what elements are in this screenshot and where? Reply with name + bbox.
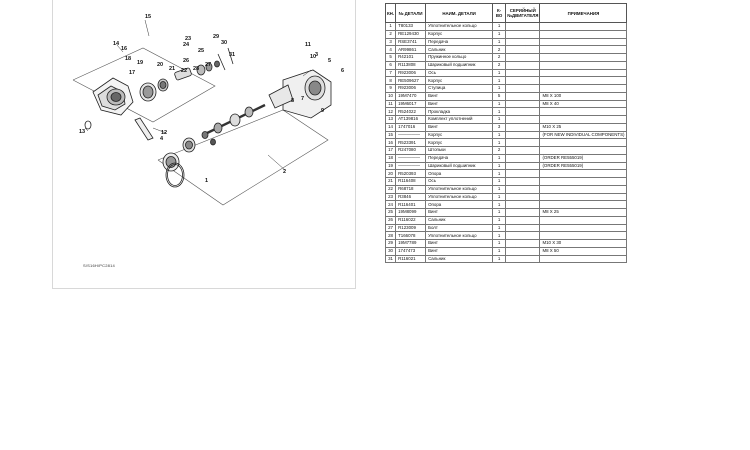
cell-engine-serial — [506, 193, 540, 201]
cell-num: 3 — [386, 38, 396, 46]
cell-notes: (FOR NEW INDIVIDUAL COMPONENTS) — [540, 131, 627, 139]
cell-part-number: RE509627 — [396, 77, 426, 85]
cell-notes — [540, 224, 627, 232]
header-part-name: НАИМ. ДЕТАЛИ — [426, 4, 493, 23]
cell-part-number: T166078 — [396, 232, 426, 240]
cell-quantity: 2 — [493, 147, 506, 155]
cell-num: 19 — [386, 162, 396, 170]
cell-engine-serial — [506, 185, 540, 193]
cell-part-number: R116022 — [396, 216, 426, 224]
callout-6: 6 — [341, 68, 345, 74]
table-row — [386, 116, 627, 124]
cell-part-name: Ось — [426, 178, 493, 186]
cell-part-name: Опора — [426, 170, 493, 178]
cell-engine-serial — [506, 38, 540, 46]
cell-quantity: 1 — [493, 216, 506, 224]
cell-engine-serial — [506, 131, 540, 139]
cell-part-number: R3846 — [396, 193, 426, 201]
callout-2: 2 — [283, 169, 287, 175]
table-row — [386, 108, 627, 116]
cell-num: 8 — [386, 77, 396, 85]
diagram-panel — [52, 0, 356, 289]
cell-part-name: Передача — [426, 154, 493, 162]
header-part-number: № ДЕТАЛИ — [396, 4, 426, 23]
cell-part-number: R923006 — [396, 69, 426, 77]
cell-engine-serial — [506, 201, 540, 209]
cell-engine-serial — [506, 46, 540, 54]
cell-engine-serial — [506, 61, 540, 69]
cell-quantity: 3 — [493, 123, 506, 131]
cell-num: 12 — [386, 108, 396, 116]
cell-num: 31 — [386, 255, 396, 263]
cell-num: 5 — [386, 54, 396, 62]
callout-29: 29 — [213, 34, 220, 40]
cell-notes: (ORDER RE555019) — [540, 154, 627, 162]
callout-25: 25 — [198, 48, 205, 54]
cell-part-name: Винт — [426, 247, 493, 255]
cell-part-name: Ось — [426, 69, 493, 77]
cell-part-number: AR99861 — [396, 46, 426, 54]
cell-engine-serial — [506, 147, 540, 155]
cell-num: 2 — [386, 30, 396, 38]
cell-num: 21 — [386, 178, 396, 186]
cell-engine-serial — [506, 92, 540, 100]
cell-notes — [540, 232, 627, 240]
cell-notes — [540, 38, 627, 46]
cell-part-number: 1747016 — [396, 123, 426, 131]
callout-4: 4 — [160, 136, 164, 142]
table-header-row — [386, 4, 627, 23]
header-num: КН. — [386, 4, 396, 23]
header-notes: ПРИМЕЧАНИЯ — [540, 4, 627, 23]
cell-part-name: Сальник — [426, 216, 493, 224]
cell-quantity: 1 — [493, 116, 506, 124]
cell-part-number: R116408 — [396, 178, 426, 186]
table-row — [386, 46, 627, 54]
cell-part-number: RE129430 — [396, 30, 426, 38]
table-row — [386, 201, 627, 209]
table-row — [386, 193, 627, 201]
cell-quantity: 1 — [493, 193, 506, 201]
table-row — [386, 185, 627, 193]
cell-quantity: 5 — [493, 92, 506, 100]
cell-notes — [540, 216, 627, 224]
cell-quantity: 1 — [493, 23, 506, 31]
cell-quantity: 1 — [493, 255, 506, 263]
cell-part-name: Передача — [426, 38, 493, 46]
cell-part-number: R116401 — [396, 201, 426, 209]
callout-31: 31 — [229, 52, 236, 58]
cell-part-name: Комплект уплотнений — [426, 116, 493, 124]
cell-num: 22 — [386, 185, 396, 193]
cell-part-number: R523391 — [396, 139, 426, 147]
cell-num: 15 — [386, 131, 396, 139]
cell-num: 26 — [386, 216, 396, 224]
cell-quantity: 1 — [493, 108, 506, 116]
callout-12: 12 — [161, 130, 168, 136]
cell-engine-serial — [506, 77, 540, 85]
callout-26: 26 — [183, 58, 190, 64]
cell-engine-serial — [506, 108, 540, 116]
cell-part-name: Винт — [426, 100, 493, 108]
table-row — [386, 139, 627, 147]
cell-quantity: 2 — [493, 54, 506, 62]
cell-num: 24 — [386, 201, 396, 209]
cell-quantity: 1 — [493, 30, 506, 38]
cell-num: 23 — [386, 193, 396, 201]
cell-notes — [540, 69, 627, 77]
cell-part-name: Винт — [426, 123, 493, 131]
callout-20: 20 — [157, 62, 164, 68]
table-row — [386, 54, 627, 62]
cell-notes — [540, 108, 627, 116]
cell-engine-serial — [506, 247, 540, 255]
cell-notes — [540, 139, 627, 147]
cell-part-number: 19M7470 — [396, 92, 426, 100]
cell-engine-serial — [506, 232, 540, 240]
table-row — [386, 178, 627, 186]
cell-part-name: Ступица — [426, 85, 493, 93]
cell-engine-serial — [506, 30, 540, 38]
parts-table-body — [386, 23, 627, 263]
callout-13: 13 — [79, 129, 86, 135]
table-row — [386, 147, 627, 155]
cell-num: 18 — [386, 154, 396, 162]
cell-engine-serial — [506, 116, 540, 124]
cell-part-number: RSE3741 — [396, 38, 426, 46]
cell-notes: (ORDER RE555019) — [540, 162, 627, 170]
exploded-parts-diagram — [53, 0, 357, 289]
cell-part-number: 19M8099 — [396, 209, 426, 217]
cell-engine-serial — [506, 224, 540, 232]
cell-quantity: 2 — [493, 61, 506, 69]
cell-quantity: 1 — [493, 247, 506, 255]
cell-quantity: 1 — [493, 162, 506, 170]
table-row — [386, 100, 627, 108]
cell-notes: M8 X 25 — [540, 209, 627, 217]
cell-quantity: 1 — [493, 77, 506, 85]
cell-num: 29 — [386, 240, 396, 248]
cell-part-number: ————— — [396, 131, 426, 139]
cell-quantity: 1 — [493, 232, 506, 240]
callout-27: 27 — [205, 62, 212, 68]
header-engine-serial: СЕРИЙНЫЙ №ДВИГАТЕЛЯ — [506, 4, 540, 23]
cell-notes — [540, 147, 627, 155]
callout-24: 24 — [183, 42, 190, 48]
table-row — [386, 162, 627, 170]
cell-engine-serial — [506, 85, 540, 93]
cell-num: 7 — [386, 69, 396, 77]
cell-quantity: 1 — [493, 240, 506, 248]
cell-quantity: 1 — [493, 185, 506, 193]
cell-part-name: Уплотнительное кольцо — [426, 232, 493, 240]
cell-part-number: R113808 — [396, 61, 426, 69]
cell-part-number: R123009 — [396, 224, 426, 232]
callout-11: 11 — [305, 42, 311, 48]
cell-notes: M10 X 30 — [540, 240, 627, 248]
table-row — [386, 170, 627, 178]
cell-quantity: 1 — [493, 100, 506, 108]
table-row — [386, 247, 627, 255]
cell-engine-serial — [506, 162, 540, 170]
table-row — [386, 61, 627, 69]
table-row — [386, 123, 627, 131]
callout-8: 8 — [291, 98, 295, 104]
cell-engine-serial — [506, 178, 540, 186]
callout-30: 30 — [221, 40, 228, 46]
cell-engine-serial — [506, 23, 540, 31]
table-row — [386, 38, 627, 46]
cell-engine-serial — [506, 170, 540, 178]
cell-notes: M10 X 25 — [540, 123, 627, 131]
cell-quantity: 2 — [493, 46, 506, 54]
callout-18: 18 — [125, 56, 132, 62]
callout-22: 22 — [181, 68, 188, 74]
callout-3: 3 — [315, 52, 319, 58]
cell-engine-serial — [506, 54, 540, 62]
cell-part-number: ————— — [396, 162, 426, 170]
table-row — [386, 232, 627, 240]
cell-part-number: R247080 — [396, 147, 426, 155]
figure-code: S/S16H/PC2814 — [83, 263, 115, 268]
callout-7: 7 — [301, 96, 305, 102]
cell-part-name: Опора — [426, 201, 493, 209]
cell-part-name: Винт — [426, 240, 493, 248]
cell-part-name: Шариковый подшипник — [426, 162, 493, 170]
cell-part-name: Винт — [426, 209, 493, 217]
cell-num: 25 — [386, 209, 396, 217]
callout-15: 15 — [145, 14, 152, 20]
cell-part-number: AT139816 — [396, 116, 426, 124]
cell-engine-serial — [506, 139, 540, 147]
cell-quantity: 1 — [493, 224, 506, 232]
cell-part-name: Винт — [426, 92, 493, 100]
callout-14: 14 — [113, 41, 120, 47]
cell-num: 14 — [386, 123, 396, 131]
cell-notes — [540, 23, 627, 31]
cell-num: 1 — [386, 23, 396, 31]
cell-quantity: 1 — [493, 170, 506, 178]
callout-10: 10 — [310, 54, 317, 60]
cell-quantity: 1 — [493, 178, 506, 186]
callout-17: 17 — [129, 70, 136, 76]
cell-part-number: 1747473 — [396, 247, 426, 255]
callout-21: 21 — [169, 66, 176, 72]
cell-num: 27 — [386, 224, 396, 232]
cell-part-name: Сальник — [426, 46, 493, 54]
cell-notes: M8 X 50 — [540, 247, 627, 255]
cell-quantity: 1 — [493, 38, 506, 46]
cell-part-number: ————— — [396, 154, 426, 162]
cell-engine-serial — [506, 100, 540, 108]
callout-5: 5 — [328, 58, 332, 64]
cell-part-name: Корпус — [426, 77, 493, 85]
cell-num: 16 — [386, 139, 396, 147]
cell-part-name: Болт — [426, 224, 493, 232]
cell-engine-serial — [506, 255, 540, 263]
table-row — [386, 209, 627, 217]
cell-notes — [540, 61, 627, 69]
cell-part-number: R42101 — [396, 54, 426, 62]
cell-notes — [540, 185, 627, 193]
cell-part-name: Уплотнительное кольцо — [426, 23, 493, 31]
table-row — [386, 69, 627, 77]
cell-part-number: R524022 — [396, 108, 426, 116]
table-row — [386, 224, 627, 232]
cell-num: 4 — [386, 46, 396, 54]
cell-part-name: Корпус — [426, 139, 493, 147]
cell-num: 6 — [386, 61, 396, 69]
cell-num: 11 — [386, 100, 396, 108]
cell-quantity: 1 — [493, 201, 506, 209]
cell-engine-serial — [506, 123, 540, 131]
cell-engine-serial — [506, 240, 540, 248]
cell-quantity: 1 — [493, 69, 506, 77]
callout-23: 23 — [185, 36, 192, 42]
table-row — [386, 92, 627, 100]
cell-notes: M8 X 40 — [540, 100, 627, 108]
table-row — [386, 77, 627, 85]
cell-part-name: Корпус — [426, 131, 493, 139]
cell-notes — [540, 201, 627, 209]
cell-notes — [540, 116, 627, 124]
cell-engine-serial — [506, 154, 540, 162]
cell-part-number: 19M6017 — [396, 100, 426, 108]
cell-engine-serial — [506, 216, 540, 224]
cell-part-name: Шариковый подшипник — [426, 61, 493, 69]
cell-num: 10 — [386, 92, 396, 100]
cell-part-name: Уплотнительное кольцо — [426, 193, 493, 201]
cell-quantity: 1 — [493, 139, 506, 147]
cell-notes — [540, 46, 627, 54]
cell-part-name: Сальник — [426, 255, 493, 263]
cell-part-name: Пружинное кольцо — [426, 54, 493, 62]
cell-part-number: R116021 — [396, 255, 426, 263]
table-row — [386, 30, 627, 38]
table-row — [386, 240, 627, 248]
cell-notes — [540, 77, 627, 85]
cell-part-name: Уплотнительное кольцо — [426, 185, 493, 193]
cell-num: 20 — [386, 170, 396, 178]
cell-notes — [540, 170, 627, 178]
cell-notes — [540, 30, 627, 38]
table-row — [386, 154, 627, 162]
table-row — [386, 216, 627, 224]
cell-num: 30 — [386, 247, 396, 255]
table-row — [386, 85, 627, 93]
cell-num: 9 — [386, 85, 396, 93]
cell-part-number: R520393 — [396, 170, 426, 178]
table-row — [386, 255, 627, 263]
callout-16: 16 — [121, 46, 128, 52]
cell-engine-serial — [506, 69, 540, 77]
parts-table — [385, 3, 627, 263]
cell-notes — [540, 178, 627, 186]
cell-quantity: 1 — [493, 85, 506, 93]
callout-9: 9 — [321, 108, 325, 114]
cell-num: 13 — [386, 116, 396, 124]
cell-part-name: Штопьки — [426, 147, 493, 155]
cell-notes — [540, 255, 627, 263]
cell-quantity: 1 — [493, 154, 506, 162]
callout-1: 1 — [205, 178, 209, 184]
cell-part-number: 19M7789 — [396, 240, 426, 248]
cell-notes: M8 X 100 — [540, 92, 627, 100]
cell-part-number: R68718 — [396, 185, 426, 193]
cell-quantity: 1 — [493, 209, 506, 217]
cell-num: 17 — [386, 147, 396, 155]
cell-part-name: Корпус — [426, 30, 493, 38]
cell-notes — [540, 193, 627, 201]
table-row — [386, 131, 627, 139]
cell-engine-serial — [506, 209, 540, 217]
header-quantity: К-ВО — [493, 4, 506, 23]
cell-notes — [540, 54, 627, 62]
cell-part-number: R923006 — [396, 85, 426, 93]
cell-part-name: Прокладка — [426, 108, 493, 116]
table-row — [386, 23, 627, 31]
cell-quantity: 1 — [493, 131, 506, 139]
callout-19: 19 — [137, 60, 144, 66]
callout-28: 28 — [193, 66, 200, 72]
cell-notes — [540, 85, 627, 93]
cell-num: 28 — [386, 232, 396, 240]
cell-part-number: T80133 — [396, 23, 426, 31]
